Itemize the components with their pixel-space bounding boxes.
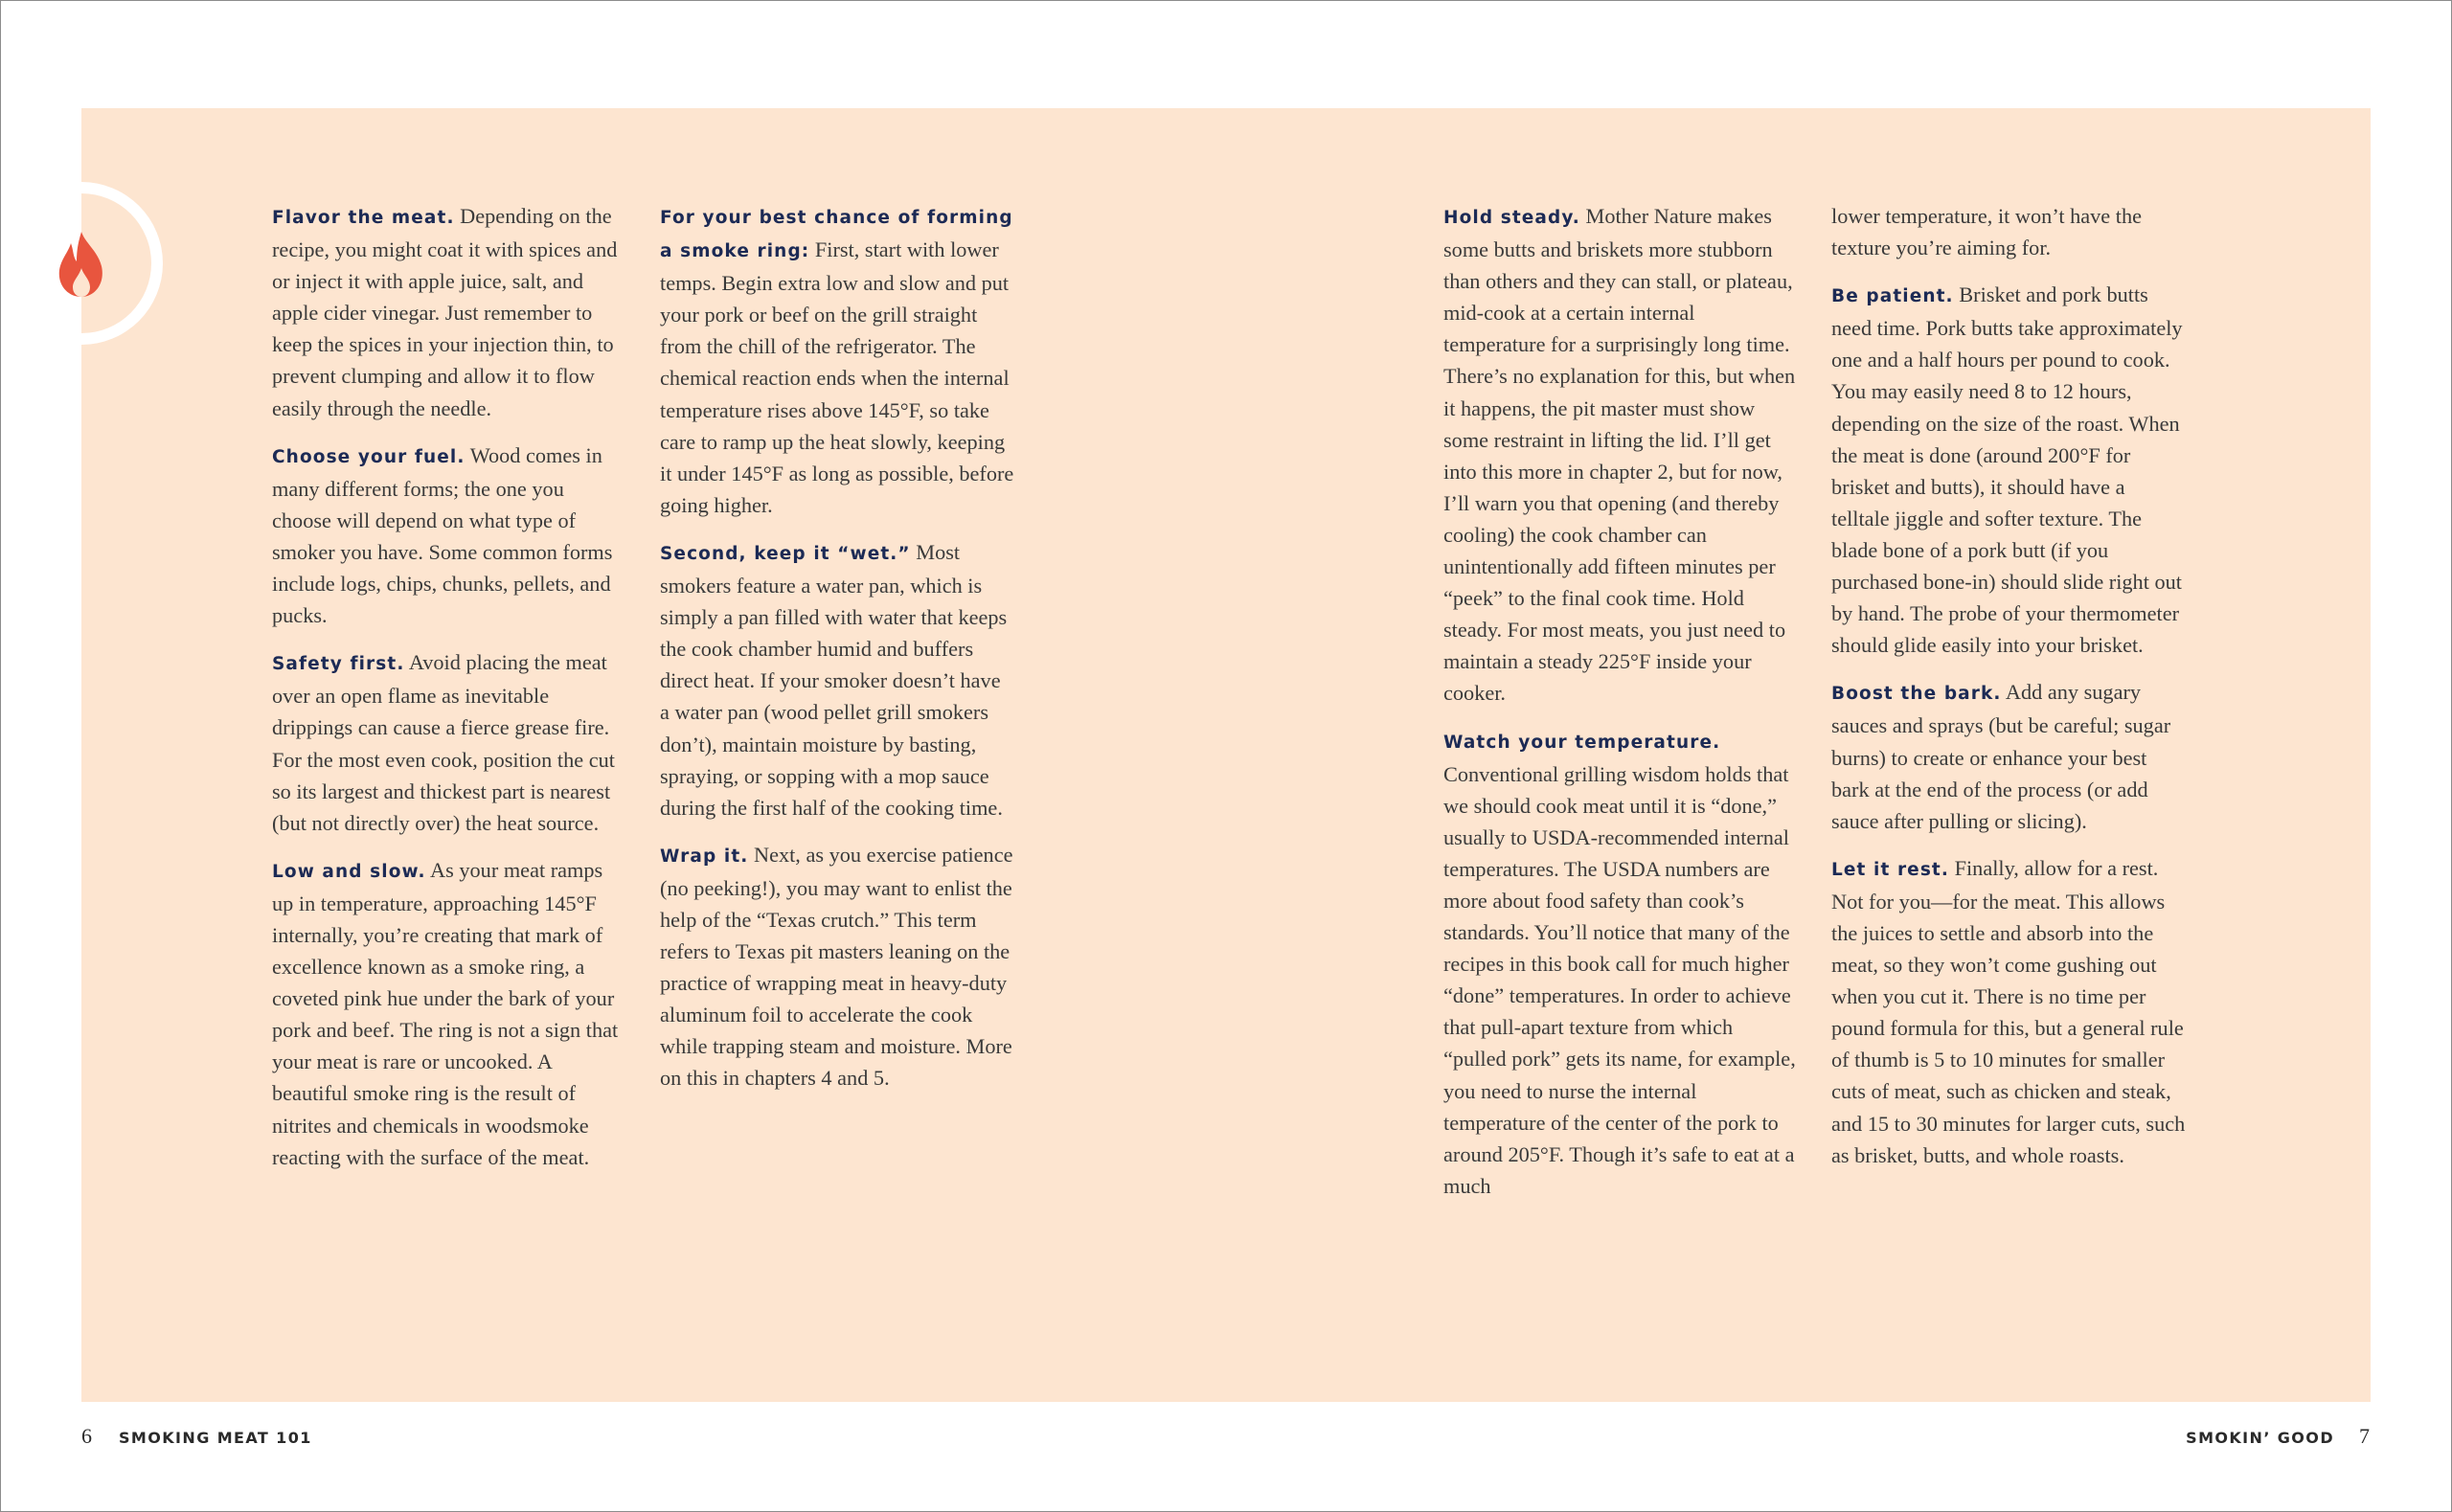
paragraph-flavor-the-meat [272,200,626,424]
paragraph-continuation: lower temperature, it won’t have the texture you’re aiming for. [1831,204,2143,260]
paragraph-body: Conventional grilling wisdom holds that we should cook meat until it is “done,” usually to USDA-recommended internal temperatures. The USDA numbers are more about food safety than cook’s standards. You’ll notice that many of the recipes in this book call for much higher “done” temperatures. In order to achieve that pull-apart texture from which “pulled pork” gets its name, for example, you need to nurse the internal temperature of the center of the pork to around 205°F. Though it’s safe to eat at a much [1443,761,1796,1198]
paragraph-boost-the-bark [1831,676,2186,836]
text-column-2 [660,200,1014,1110]
text-column-3 [1443,200,1798,1217]
paragraph-keep-it-wet [660,536,1014,824]
text-column-4 [1831,200,2186,1186]
paragraph-body: First, start with lower temps. Begin extra low and slow and put your pork or beef on the grill straight from the chill of the refrigerator. The chemical reaction ends when the internal temperature rises above 145°F, so take care to ramp up the heat slowly, keeping it under 145°F as long as possible, before going higher. [660,237,1014,517]
paragraph-let-it-rest [1831,852,2186,1171]
paragraph-body: Wood comes in many different forms; the one you choose will depend on what type of smoker you have. Some common forms include logs, chips, chunks, pellets, and pucks. [272,442,613,628]
paragraph-low-and-slow [272,854,626,1173]
paragraph-choose-your-fuel [272,440,626,632]
paragraph-body: Add any sugary sauces and sprays (but be careful; sugar burns) to create or enhance your best bark at the end of the process (or add sauce after pulling or slicing). [1831,680,2171,833]
paragraph-lead: Choose your fuel. [272,446,465,467]
paragraph-lead: Hold steady. [1443,208,1580,228]
paragraph-body: Depending on the recipe, you might coat it with spices and or inject it with apple juice, salt, and apple cider vinegar. Just remember to keep the spices in your injection thin, to prevent clumping and allow it to flow easily through the needle. [272,204,618,420]
paragraph-lead: Second, keep it “wet.” [660,543,911,564]
text-column-1 [272,200,626,1188]
paragraph-safety-first [272,646,626,839]
paragraph-body: As your meat ramps up in temperature, approaching 145°F internally, you’re creating that mark of excellence known as a smoke ring, a coveted pink hue under the bark of your pork and beef. The ring is not a sign that your meat is rare or uncooked. A beautiful smoke ring is the result of nitrites and chemicals in woodsmoke reacting with the surface of the meat. [272,857,619,1169]
paragraph-smoke-ring-tips [660,200,1014,521]
paragraph-lead: Watch your temperature. [1443,732,1721,753]
paragraph-body: Most smokers feature a water pan, which is simply a pan filled with water that keeps the cook chamber humid and buffers direct heat. If your smoker doesn’t have a water pan (wood pellet grill smokers don’t), maintain moisture by basting, spraying, or sopping with a mop sauce during the first half of the cooking time. [660,539,1008,820]
paragraph-body: Next, as you exercise patience (no peeking!), you may want to enlist the help of the “Texas crutch.” This term refers to Texas pit masters leaning on the practice of wrapping meat in heavy-duty aluminum foil to accelerate the cook while trapping steam and moisture. More on this in chapters 4 and 5. [660,842,1013,1091]
left-page-number: 6 [81,1424,92,1448]
paragraph-be-patient [1831,279,2186,661]
paragraph-body: Brisket and pork butts need time. Pork butts take approximately one and a half hours per pound to cook. You may easily need 8 to 12 hours, depending on the size of the roast. When the meat is done (around 200°F for brisket and butts), it should have a telltale jiggle and softer texture. The blade bone of a pork butt (if you purchased bone-in) should slide right out by hand. The probe of your thermometer should glide easily into your brisket. [1831,282,2183,658]
paragraph-lead: Flavor the meat. [272,208,455,228]
footer-right [2186,1424,2370,1449]
paragraph-lead: Wrap it. [660,846,749,867]
paragraph-wrap-it [660,839,1014,1095]
right-running-title: SMOKIN’ GOOD [2186,1429,2334,1447]
paragraph-lead: Be patient. [1831,286,1954,307]
paragraph-body: Avoid placing the meat over an open flame as inevitable drippings can cause a fierce grease fire. For the most even cook, position the cut so its largest and thickest part is nearest (but not directly over) the heat source. [272,650,615,835]
paragraph-lead: Safety first. [272,654,405,675]
paragraph-lead: Low and slow. [272,861,426,882]
left-running-title: SMOKING MEAT 101 [119,1429,312,1447]
paragraph-hold-steady [1443,200,1798,710]
flame-icon [54,230,109,299]
paragraph-lead: Let it rest. [1831,859,1949,880]
paragraph-watch-your-temperature [1443,725,1798,1202]
paragraph-lead: For your best chance of forming a smoke ring: [660,208,1013,262]
paragraph-lead: Boost the bark. [1831,684,2002,705]
right-page-number: 7 [2359,1424,2370,1448]
paragraph-body: Mother Nature makes some butts and briskets more stubborn than others and they can stall, or plateau, mid-cook at a certain internal temperature for a surprisingly long time. There’s no explanation for this, but when it happens, the pit master must show some restraint in lifting the lid. I’ll get into this more in chapter 2, but for now, I’ll warn you that opening (and thereby cooling) the cook chamber can unintentionally add fifteen minutes per “peek” to the final cook time. Hold steady. For most meats, you just need to maintain a steady 225°F inside your cooker. [1443,204,1796,706]
paragraph-body: Finally, allow for a rest. Not for you—for the meat. This allows the juices to settle and absorb into the meat, so they won’t come gushing out when you cut it. There is no time per pound formula for this, but a general rule of thumb is 5 to 10 minutes for smaller cuts of meat, such as chicken and steak, and 15 to 30 minutes for larger cuts, such as brisket, butts, and whole roasts. [1831,855,2186,1167]
footer-left [81,1424,312,1449]
